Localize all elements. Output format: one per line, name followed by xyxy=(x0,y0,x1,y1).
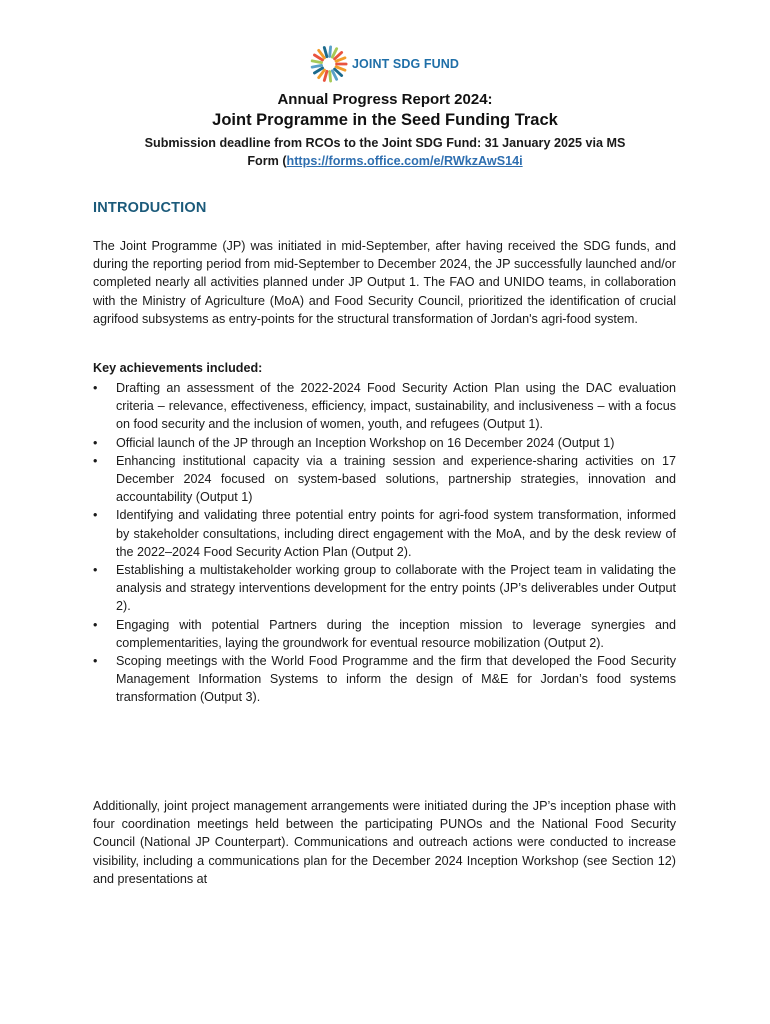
bullet-icon: • xyxy=(93,563,98,578)
submission-deadline: Submission deadline from RCOs to the Joint SDG Fund: 31 January 2025 via MS xyxy=(144,136,626,150)
achievement-item xyxy=(93,434,676,452)
logo-ray xyxy=(312,65,321,67)
achievement-item xyxy=(93,379,676,434)
key-achievements-label: Key achievements included: xyxy=(93,361,263,375)
additional-paragraph: Additionally, joint project management arrangements were initiated during the JP’s inception phase with four coordination meetings held between the participating PUNOs and the National Food Security Council (National JP Counterpart). Communications and outreach actions were conducted to increase visibility, including a communications plan for the December 2024 Inception Workshop (see Section 12) and presentations at xyxy=(93,799,676,886)
achievement-text: Enhancing institutional capacity via a training session and experience-sharing activities on 17 December 2024 focused on system-based solutions, partnership strategies, innovation and accountability (Output 1) xyxy=(116,453,676,505)
achievement-text: Official launch of the JP through an Inception Workshop on 16 December 2024 (Output 1) xyxy=(116,435,615,450)
achievement-text: Drafting an assessment of the 2022-2024 Food Security Action Plan using the DAC evaluation criteria – relevance, effectiveness, efficiency, impact, sustainability, and inclusiveness – with a focus on food security and the inclusion of women, youth, and refugees (Output 1). xyxy=(116,381,676,432)
joint-sdg-fund-logo xyxy=(310,45,459,83)
achievement-item xyxy=(93,452,676,507)
bullet-icon: • xyxy=(93,617,98,632)
achievements-list xyxy=(93,379,676,707)
achievement-text: Identifying and validating three potential entry points for agri-food system transformation, informed by stakeholder consultations, including direct engagement with the MoA, and by the desk review of the 2022–2024 Food Security Action Plan (Output 2). xyxy=(116,508,676,559)
achievement-text: Establishing a multistakeholder working group to collaborate with the Project team in validating the analysis and strategy interventions development for the entry points (JP’s deliverables under Output 2). xyxy=(116,563,676,614)
achievement-item xyxy=(93,561,676,616)
logo-ray xyxy=(330,47,331,56)
achievement-item xyxy=(93,616,676,652)
achievement-text: Scoping meetings with the World Food Programme and the firm that developed the Food Security Management Information Systems to inform the design of M&E for Jordan’s food systems transformation (Output 3). xyxy=(116,654,676,705)
achievement-item xyxy=(93,652,676,707)
bullet-icon: • xyxy=(93,453,98,468)
logo-ray xyxy=(336,67,345,70)
report-title: Annual Progress Report 2024: xyxy=(277,91,493,108)
bullet-icon: • xyxy=(93,435,98,450)
bullet-icon: • xyxy=(93,381,98,395)
bullet-icon: • xyxy=(93,508,98,523)
bullet-icon: • xyxy=(93,654,98,669)
section-heading-introduction: INTRODUCTION xyxy=(93,200,207,216)
intro-paragraph: The Joint Programme (JP) was initiated in mid-September, after having received the SDG funds, and during the reporting period from mid-September to December 2024, the JP successfully launched and/or completed nearly all activities planned under JP Output 1. The FAO and UNIDO teams, in collaboration with the Ministry of Agriculture (MoA) and Food Security Council, prioritized the identification of crucial agrifood subsystems as entry-points for the structural transformation of Jordan's agri-food system. xyxy=(93,239,676,326)
form-prefix: Form ( xyxy=(247,154,287,168)
form-link[interactable]: https://forms.office.com/e/RWkzAwS14i xyxy=(286,154,523,168)
logo-ray xyxy=(312,61,321,63)
logo-ray xyxy=(336,58,345,61)
report-subtitle: Joint Programme in the Seed Funding Track xyxy=(212,111,558,129)
achievement-text: Engaging with potential Partners during the inception mission to leverage synergies and complementarities, laying the groundwork for eventual resource mobilization (Output 2). xyxy=(116,617,676,650)
logo-ray xyxy=(330,72,331,81)
achievement-item xyxy=(93,506,676,561)
submission-form-line xyxy=(80,152,690,170)
logo-text: JOINT SDG FUND xyxy=(352,57,459,71)
logo-ray xyxy=(324,48,327,57)
sdg-wheel-icon xyxy=(310,45,348,83)
logo-ray xyxy=(324,71,327,80)
